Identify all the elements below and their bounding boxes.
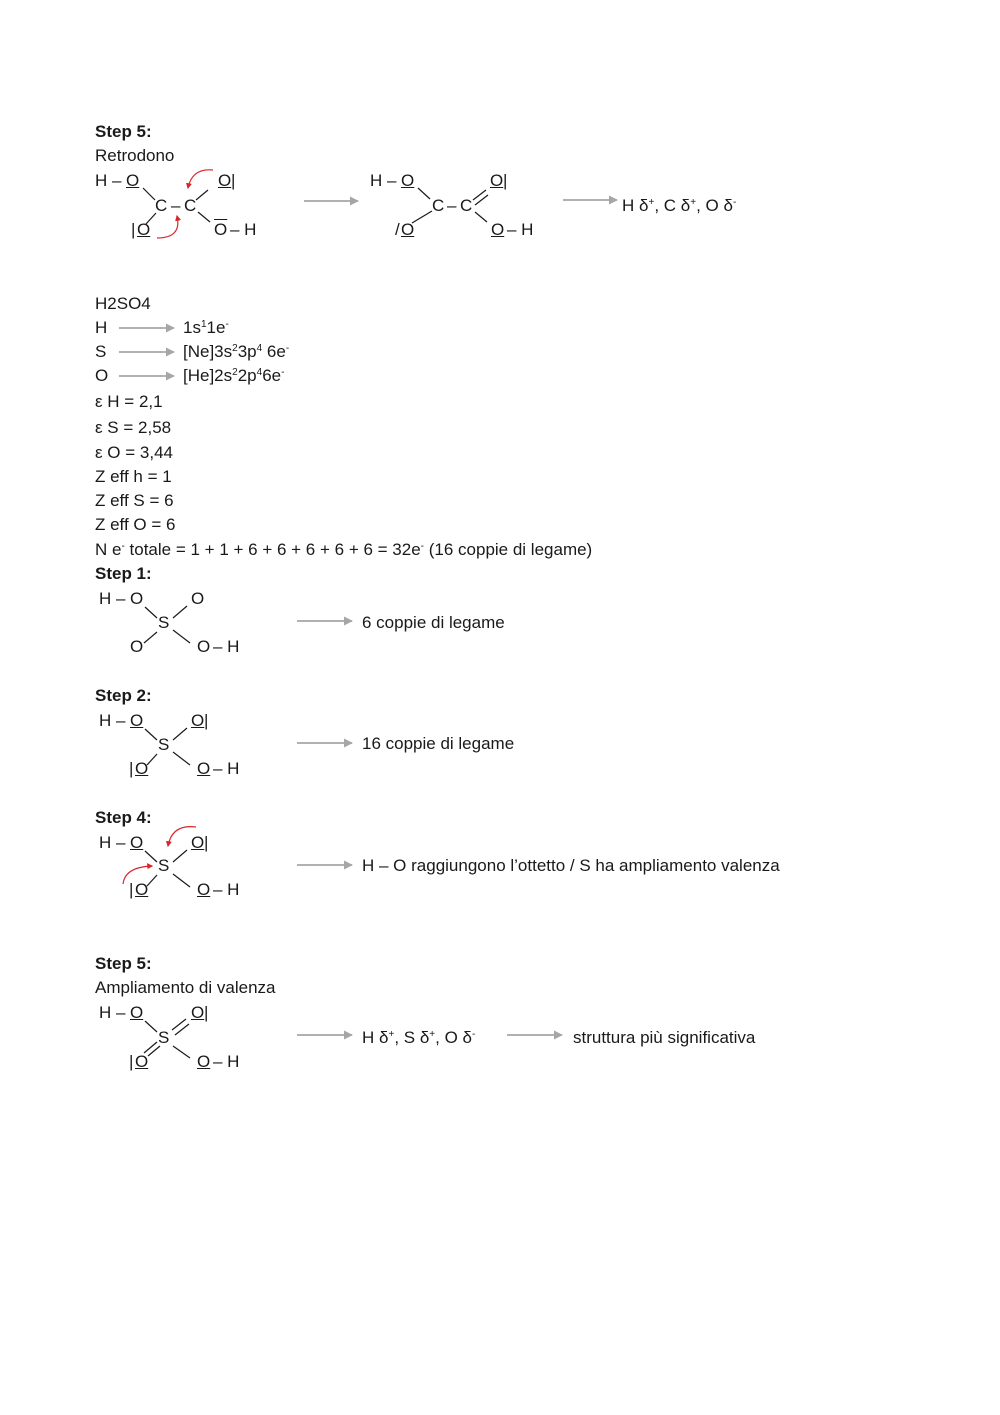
bond-line — [147, 754, 157, 765]
total-electrons: N e- totale = 1 + 1 + 6 + 6 + 6 + 6 + 6 = 32e- (16 coppie di legame) — [95, 540, 593, 559]
atom-o: O — [191, 1003, 205, 1022]
atom-o: O — [197, 637, 211, 656]
step-5b-title: Step 5: — [95, 954, 152, 973]
config-value: $1s^11e^-$ — [183, 318, 229, 337]
atom-o: O — [197, 1052, 211, 1071]
atom-o: O — [130, 637, 144, 656]
step-2-result: 16 coppie di legame — [362, 734, 515, 753]
atom-o: O — [491, 220, 505, 239]
atom-o: O — [135, 880, 149, 899]
step-4-title: Step 4: — [95, 808, 152, 827]
atom-o: O — [401, 171, 415, 190]
atom-o: O — [490, 171, 504, 190]
atom-o: O — [191, 833, 205, 852]
atom-h: H – — [99, 711, 126, 730]
lone-pair-bar: | — [204, 711, 209, 730]
atom-s: S — [158, 613, 170, 632]
atom-h: H – — [95, 171, 122, 190]
lone-pair-bar: | — [204, 833, 209, 852]
bond-dash: – — [447, 196, 457, 215]
step-1-result: 6 coppie di legame — [362, 613, 505, 632]
bond-line — [173, 728, 187, 740]
bond-dash: – — [171, 196, 181, 215]
bond-line — [173, 850, 187, 862]
lone-pair-bar: | — [231, 171, 236, 190]
bond-line — [175, 1024, 189, 1035]
config-element: H — [95, 318, 108, 337]
config-element: O — [95, 366, 109, 385]
lone-pair-bar: | — [129, 880, 134, 899]
bond-line — [145, 729, 157, 740]
step-2-title: Step 2: — [95, 686, 152, 705]
bond-line — [173, 630, 190, 643]
config-element: S — [95, 342, 107, 361]
step-4-result: H – O raggiungono l’ottetto / S ha ampliamento valenza — [362, 856, 780, 875]
atom-o: $\overline{O}$ — [214, 220, 228, 239]
atom-h-end: – H — [213, 637, 240, 656]
bond-line — [145, 1021, 157, 1032]
lone-pair-bar: | — [129, 1052, 134, 1071]
atom-h-end: – H — [213, 1052, 240, 1071]
atom-h-end: – H — [507, 220, 534, 239]
partial-charges: H δ+, C δ+, O δ- — [622, 196, 737, 215]
atom-o: O — [191, 589, 205, 608]
atom-o: O — [197, 880, 211, 899]
lone-pair-bar: | — [131, 220, 136, 239]
atom-s: S — [158, 1028, 170, 1047]
atom-c: C — [184, 196, 197, 215]
bond-line — [173, 606, 187, 618]
step-1-title: Step 1: — [95, 564, 152, 583]
atom-c: C — [432, 196, 445, 215]
atom-o: O — [130, 711, 144, 730]
atom-h: H – — [370, 171, 397, 190]
electronegativity-o: ε O = 3,44 — [95, 443, 173, 462]
step-5b-conclusion: struttura più significativa — [573, 1028, 756, 1047]
bond-slash: / — [395, 220, 400, 239]
atom-o: O — [130, 589, 144, 608]
bond-line — [196, 190, 208, 200]
bond-line — [143, 188, 155, 200]
atom-o: O — [126, 171, 140, 190]
bond-line — [418, 188, 430, 199]
bond-line — [173, 1046, 190, 1058]
atom-h: H – — [99, 589, 126, 608]
atom-o: O — [137, 220, 151, 239]
atom-o: O — [401, 220, 415, 239]
bond-line — [172, 1019, 186, 1030]
bond-line — [145, 607, 157, 618]
atom-o: O — [191, 711, 205, 730]
bond-line — [475, 212, 487, 222]
atom-o: O — [197, 759, 211, 778]
bond-line — [475, 195, 488, 205]
atom-c: C — [155, 196, 168, 215]
atom-h: H – — [99, 1003, 126, 1022]
atom-o: O — [130, 1003, 144, 1022]
step-5b-partial-charges: H δ+, S δ+, O δ- — [362, 1028, 476, 1047]
config-value: $[He]2s^22p^46e^-$ — [183, 366, 285, 385]
atom-h: H – — [99, 833, 126, 852]
atom-h-end: – H — [230, 220, 257, 239]
zeff-s: Z eff S = 6 — [95, 491, 174, 510]
atom-o: O — [135, 759, 149, 778]
section-a-subtitle: Retrodono — [95, 146, 175, 165]
atom-c: C — [460, 196, 473, 215]
bond-line — [173, 874, 190, 887]
lone-pair-bar: | — [129, 759, 134, 778]
atom-h-end: – H — [213, 759, 240, 778]
step-5b-subtitle: Ampliamento di valenza — [95, 978, 276, 997]
bond-line — [144, 632, 157, 643]
lone-pair-bar: | — [503, 171, 508, 190]
bond-line — [473, 190, 486, 200]
electronegativity-h: ε H = 2,1 — [95, 392, 163, 411]
bond-line — [412, 211, 432, 223]
config-value: $[Ne]3s^23p^4$ 6e- — [183, 342, 290, 361]
bond-line — [198, 212, 210, 222]
zeff-h: Z eff h = 1 — [95, 467, 172, 486]
formula-h2so4: H2SO4 — [95, 294, 151, 313]
bond-line — [173, 752, 190, 765]
atom-o: O — [135, 1052, 149, 1071]
atom-s: S — [158, 735, 170, 754]
electron-push-arrow — [157, 216, 178, 238]
electronegativity-s: ε S = 2,58 — [95, 418, 172, 437]
atom-h-end: – H — [213, 880, 240, 899]
atom-o: O — [130, 833, 144, 852]
bond-line — [147, 875, 157, 886]
atom-o: O — [218, 171, 232, 190]
section-a-title: Step 5: — [95, 122, 152, 141]
atom-s: S — [158, 856, 170, 875]
zeff-o: Z eff O = 6 — [95, 515, 176, 534]
lone-pair-bar: | — [204, 1003, 209, 1022]
electron-push-arrow — [188, 170, 213, 188]
bond-line — [145, 851, 157, 862]
